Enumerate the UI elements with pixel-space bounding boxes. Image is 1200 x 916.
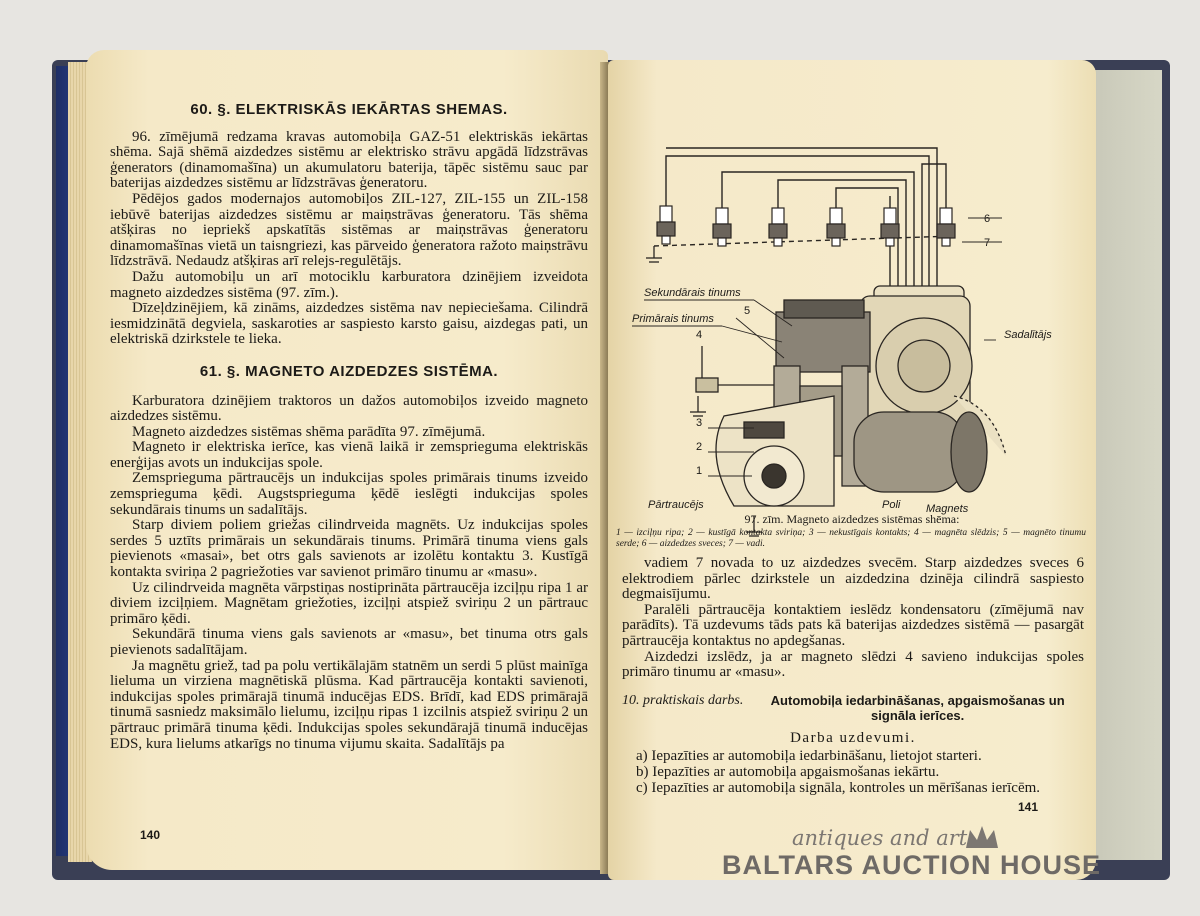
paragraph: Paralēli pārtraucēja kontaktiem ieslēdz kondensatoru (zīmējumā nav parādīts). Tā uzdevums tāds pats kā baterijas aizdedzes sistēmā — pasargāt pārtraucēja kontaktus no apdegšanas. <box>622 601 1084 649</box>
magneto-switch <box>690 346 774 416</box>
paragraph: 96. zīmējumā redzama kravas automobiļa GAZ-51 elektriskās iekārtas shēma. Sajā shēmā aizdedzes sistēmu ar elektrisko strāvu apgādā līdzstrāvas ģenerators (dinamomašīna) un akumulatoru baterija, tāpēc sistēmu sauc par baterijas aizdedzes sistēmu ar līdzstrāvas ģeneratoru. <box>110 128 588 192</box>
label-7: 7 <box>984 237 991 249</box>
paragraph: Ja magnētu griež, tad pa polu vertikālajām statnēm un serdi 5 plūst mainīga lieluma un virziena magnētiskā plūsma. Kad pārtraucēja kontakti savienoti, indukcijas spoles primārajā tinumā inducējas EDS. Brīdī, kad EDS primārajā tinumā sasniedz maksimālo lielumu, izciļņu ripas 1 izcilnis atspiež sviriņu 2 un pārtrauc primārā tinuma ķēdi. Indukcijas spoles sekundārajā tinumā inducējas EDS, kura lielums atkarīgs no tinuma vijumu skaita. Sadalītājs pa <box>110 657 588 752</box>
label-secondary-winding: Sekundārais tinums <box>644 287 741 299</box>
tasks-heading: Darba uzdevumi. <box>790 729 916 746</box>
figure-legend: 1 — izciļņu ripa; 2 — kustīgā kontakta sviriņa; 3 — nekustīgais kontakts; 4 — magnēta slēdzis; 5 — magnēto tinumu serde; 6 — aizdedzes sveces; 7 — vadi. <box>616 528 1086 549</box>
section-61-body <box>110 394 588 753</box>
section-60-body <box>110 130 588 348</box>
label-5: 5 <box>744 305 751 317</box>
label-interrupter: Pārtraucējs <box>648 499 704 511</box>
right-page-text <box>622 556 1084 796</box>
magneto-ignition-diagram <box>624 96 1084 551</box>
practical-work-label: 10. praktiskais darbs. <box>622 692 744 708</box>
paragraph: Sekundārā tinuma viens gals savienots ar «masu», bet tinuma otrs gals pievienots sadalītājam. <box>110 626 588 658</box>
magnet-cylinder <box>854 412 987 492</box>
auction-watermark <box>712 826 1132 886</box>
paragraph: Dažu automobiļu un arī motociklu karburatora dzinējiem izveidota magneto aizdedzes sistēma (97. zīm.). <box>110 268 588 301</box>
left-page <box>86 50 608 870</box>
figure-caption: 97. zīm. Magneto aizdedzes sistēmas shēma: <box>744 512 960 526</box>
paragraph: Magneto ir elektriska ierīce, kas vienā laikā ir zemsprieguma elektriskās enerģijas avots un indukcijas spole. <box>110 439 588 471</box>
label-distributor: Sadalītājs <box>1004 329 1052 341</box>
watermark-tagline: antiques and art <box>792 826 968 850</box>
right-page-body <box>622 556 1084 681</box>
label-primary-winding: Primārais tinums <box>632 313 714 325</box>
right-page <box>608 60 1096 880</box>
paragraph: Pēdējos gados modernajos automobiļos ZIL-127, ZIL-155 un ZIL-158 iebūvē baterijas aizdedzes sistēmu ar maiņstrāvas ģeneratoru. Tās shēma atšķiras no iepriekš apskatītās sistēmas ar maiņstrāvas ģeneratoru dinamomašīnas vietā un taisngriezi, kas pārveido ģeneratora ražoto maiņstrāvu līdzstrāvā. Nedaudz atšķiras arī relejs-regulētājs. <box>110 190 588 270</box>
paragraph: Karburatora dzinējiem traktoros un dažos automobiļos izveido magneto aizdedzes sistēmu. <box>110 392 588 425</box>
spark-plug <box>657 206 675 244</box>
label-4: 4 <box>696 329 703 341</box>
paragraph: Magneto aizdedzes sistēmas shēma parādīta 97. zīmējumā. <box>132 423 486 440</box>
spark-plug <box>769 208 787 246</box>
interrupter <box>716 396 834 506</box>
tasks-list <box>622 749 1084 796</box>
label-poles: Poli <box>882 499 901 511</box>
task-item: c) Iepazīties ar automobiļa signāla, kontroles un mērīšanas ierīcēm. <box>636 779 1041 796</box>
paragraph: Dīzeļdzinējiem, kā zināms, aizdedzes sistēma nav nepieciešama. Cilindrā iesmidzinātā degviela, saskaroties ar saspiesto karsto gaisu, aizdegas pati, un elektriskā dzirkstele te lieka. <box>110 300 588 348</box>
paragraph: Aizdedzi izslēdz, ja ar magneto slēdzi 4 savieno indukcijas spoles primāro tinumu ar «masu». <box>622 648 1084 681</box>
watermark-name: BALTARS AUCTION HOUSE <box>722 850 1101 880</box>
left-page-text <box>110 102 588 752</box>
paragraph: vadiem 7 novada to uz aizdedzes svecēm. Starp aizdedzes sveces 6 elektrodiem pārlec dzirkstele un aizdedzina dzinēja cilindrā saspiesto degmaisījumu. <box>622 555 1084 603</box>
task-item: a) Iepazīties ar automobiļa iedarbināšanu, lietojot starteri. <box>636 748 982 765</box>
page-number-right: 141 <box>1018 800 1039 814</box>
label-3: 3 <box>696 417 703 429</box>
book-cover-right <box>1090 70 1162 860</box>
spark-plug <box>881 208 899 246</box>
label-1: 1 <box>696 465 703 477</box>
practical-work-title: Automobiļa iedarbināšanas, apgaismošanas un signāla ierīces. <box>770 692 1065 723</box>
label-magnet: Magnets <box>926 503 969 515</box>
ground-symbol <box>646 246 662 262</box>
crown-icon <box>962 822 1002 852</box>
spark-plug <box>937 208 955 246</box>
page-number-left: 140 <box>140 828 161 842</box>
spark-plug <box>713 208 731 246</box>
section-heading-60: 60. §. ELEKTRISKĀS IEKĀRTAS SHEMAS. <box>190 101 508 118</box>
label-2: 2 <box>696 441 703 453</box>
paragraph: Uz cilindrveida magnēta vārpstiņas nostiprināta pārtraucēja izciļņu ripa 1 ar diviem izciļņiem. Magnētam griežoties, izciļņi atspiež sviriņu 2 un pārtrauc primāro ķēdi. <box>110 579 588 627</box>
paragraph: Zemsprieguma pārtraucējs un indukcijas spoles primārais tinums izveido zemsprieguma ķēdi. Augstsprieguma ķēdē ieslēgti indukcijas spoles sekundārais tinums un sadalītājs. <box>110 470 588 518</box>
label-6: 6 <box>984 213 991 225</box>
paragraph: Starp diviem poliem griežas cilindrveida magnēts. Uz indukcijas spoles serdes 5 uztīts primārais un sekundārais tinums. Primārā tinuma viens gals pievienots «masai», bet otrs gals savienots ar izolētu kontaktu 3. Kustīgā kontakta sviriņa 2 pagriežoties var savienot primāro tinumu ar «masu». <box>110 517 588 581</box>
practical-work <box>622 693 1084 723</box>
task-item: b) Iepazīties ar automobiļa apgaismošanas iekārtu. <box>636 763 940 780</box>
section-heading-61: 61. §. MAGNETO AIZDEDZES SISTĒMA. <box>199 362 499 380</box>
